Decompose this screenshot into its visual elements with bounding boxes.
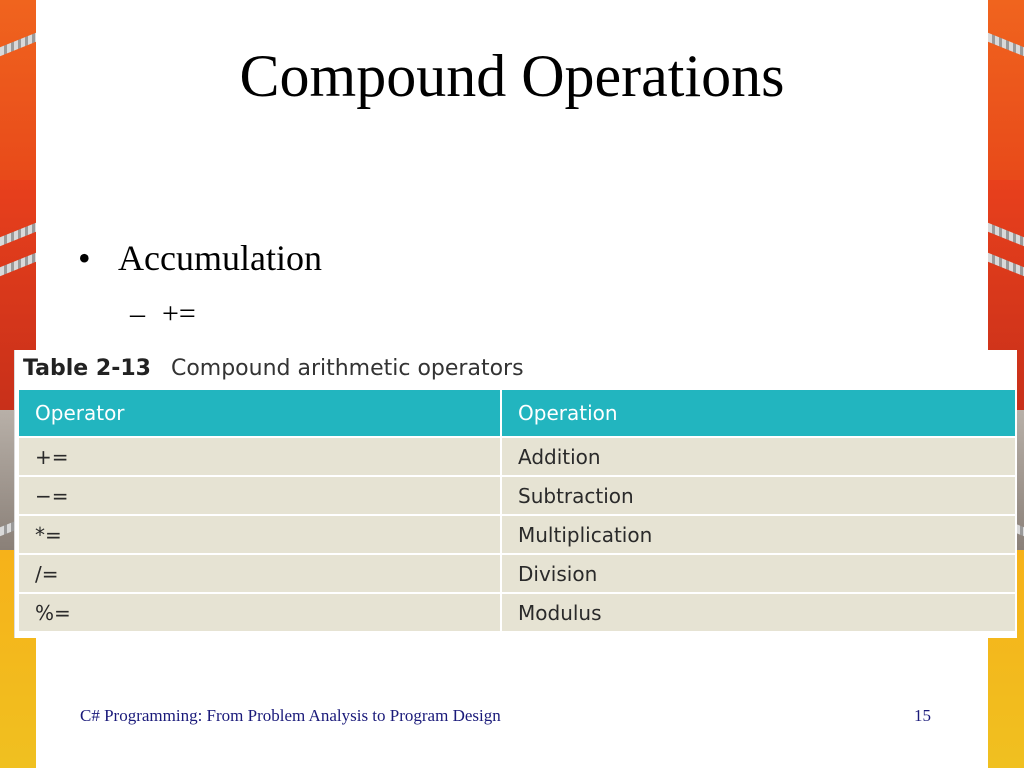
table-caption xyxy=(23,354,524,384)
cell-operation: Subtraction xyxy=(501,476,1015,515)
header-operation: Operation xyxy=(501,390,1015,437)
operators-table-figure xyxy=(14,350,1017,638)
cell-operator: −= xyxy=(19,476,501,515)
table-row xyxy=(19,515,1015,554)
header-operator: Operator xyxy=(19,390,501,437)
sub-bullet-item xyxy=(130,296,196,332)
footer-course-title: C# Programming: From Problem Analysis to Program Design xyxy=(80,706,501,725)
cell-operator: += xyxy=(19,437,501,476)
sub-bullet-marker: – xyxy=(130,297,145,330)
table-row xyxy=(19,554,1015,593)
bullet-marker: • xyxy=(78,238,91,278)
bullet-text: Accumulation xyxy=(118,238,322,278)
cell-operation: Division xyxy=(501,554,1015,593)
operators-table xyxy=(19,390,1015,631)
cell-operation: Modulus xyxy=(501,593,1015,631)
table-row xyxy=(19,476,1015,515)
cell-operator: *= xyxy=(19,515,501,554)
cell-operator: /= xyxy=(19,554,501,593)
cell-operation: Addition xyxy=(501,437,1015,476)
cell-operator: %= xyxy=(19,593,501,631)
bullet-item xyxy=(78,236,322,280)
slide-title: Compound Operations xyxy=(239,43,785,109)
table-caption-text: Compound arithmetic operators xyxy=(170,356,524,381)
footer-page-number: 15 xyxy=(914,706,931,725)
table-row xyxy=(19,593,1015,631)
table-row xyxy=(19,437,1015,476)
table-caption-number: Table 2-13 xyxy=(23,356,151,381)
sub-bullet-text: += xyxy=(162,297,196,330)
cell-operation: Multiplication xyxy=(501,515,1015,554)
table-header-row xyxy=(19,390,1015,437)
